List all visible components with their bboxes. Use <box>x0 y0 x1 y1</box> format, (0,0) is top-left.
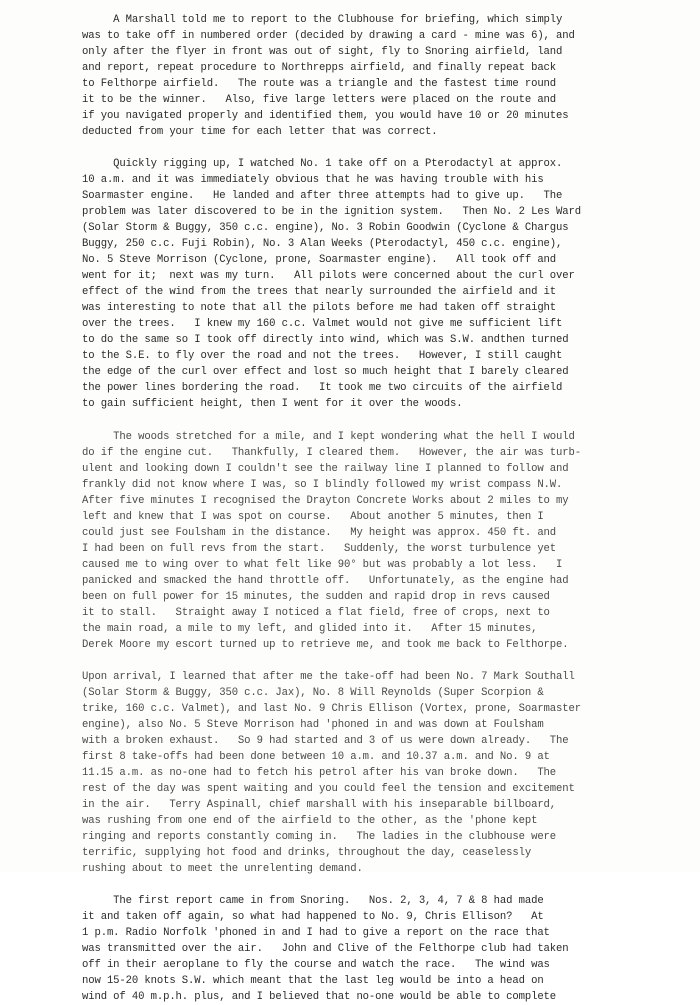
text-line: trike, 160 c.c. Valmet), and last No. 9 Chris Ellison (Vortex, prone, Soarmaster <box>82 703 581 715</box>
paragraph-takeoff <box>82 156 666 412</box>
text-line: it and taken off again, so what had happened to No. 9, Chris Ellison? At <box>82 911 544 923</box>
text-line: deducted from your time for each letter that was correct. <box>82 126 438 138</box>
text-line: to Felthorpe airfield. The route was a triangle and the fastest time round <box>82 78 557 90</box>
text-line: off in their aeroplane to fly the course and watch the race. The wind was <box>82 959 550 971</box>
text-line: was transmitted over the air. John and Clive of the Felthorpe club had taken <box>82 943 569 955</box>
text-line: it to be the winner. Also, five large letters were placed on the route and <box>82 94 557 106</box>
text-line: do if the engine cut. Thankfully, I cleared them. However, the air was turb- <box>82 447 581 459</box>
text-line: ringing and reports constantly coming in. The ladies in the clubhouse were <box>82 831 557 843</box>
text-line: After five minutes I recognised the Drayton Concrete Works about 2 miles to my <box>82 495 569 507</box>
text-line: wind of 40 m.p.h. plus, and I believed that no-one would be able to complete <box>82 991 557 1003</box>
text-line: went for it; next was my turn. All pilots were concerned about the curl over <box>82 270 575 282</box>
text-line: Soarmaster engine. He landed and after three attempts had to give up. The <box>82 190 563 202</box>
text-line: was to take off in numbered order (decided by drawing a card - mine was 6), and <box>82 30 575 42</box>
text-line: if you navigated properly and identified them, you would have 10 or 20 minutes <box>82 110 569 122</box>
paragraph-arrival <box>82 669 666 877</box>
text-line: only after the flyer in front was out of sight, fly to Snoring airfield, land <box>82 46 563 58</box>
text-line: Derek Moore my escort turned up to retrieve me, and took me back to Felthorpe. <box>82 639 569 651</box>
text-line: caused me to wing over to what felt like 90° but was probably a lot less. I <box>82 559 563 571</box>
text-line: was interesting to note that all the pilots before me had taken off straight <box>82 302 557 314</box>
text-line: Upon arrival, I learned that after me the take-off had been No. 7 Mark Southall <box>82 671 575 683</box>
text-line: problem was later discovered to be in the ignition system. Then No. 2 Les Ward <box>82 206 581 218</box>
text-line: with a broken exhaust. So 9 had started and 3 of us were down already. The <box>82 735 569 747</box>
paragraph-first-report <box>82 893 666 1005</box>
text-line: No. 5 Steve Morrison (Cyclone, prone, Soarmaster engine). All took off and <box>82 254 557 266</box>
text-line: Buggy, 250 c.c. Fuji Robin), No. 3 Alan Weeks (Pterodactyl, 450 c.c. engine), <box>82 238 563 250</box>
text-line: first 8 take-offs had been done between 10 a.m. and 10.37 a.m. and No. 9 at <box>82 751 550 763</box>
text-line: panicked and smacked the hand throttle off. Unfortunately, as the engine had <box>82 575 569 587</box>
text-line: rushing about to meet the unrelenting demand. <box>82 863 363 875</box>
text-line: (Solar Storm & Buggy, 350 c.c. engine), No. 3 Robin Goodwin (Cyclone & Chargus <box>82 222 569 234</box>
text-line: terrific, supplying hot food and drinks, throughout the day, ceaselessly <box>82 847 532 859</box>
text-line: 1 p.m. Radio Norfolk 'phoned in and I had to give a report on the race that <box>82 927 550 939</box>
text-line: to do the same so I took off directly into wind, which was S.W. andthen turned <box>82 334 569 346</box>
text-line: the power lines bordering the road. It took me two circuits of the airfield <box>82 382 563 394</box>
text-line: the main road, a mile to my left, and glided into it. After 15 minutes, <box>82 623 538 635</box>
text-line: rest of the day was spent waiting and you could feel the tension and excitement <box>82 783 575 795</box>
text-line: The woods stretched for a mile, and I kept wondering what the hell I would <box>82 431 575 443</box>
text-line: engine), also No. 5 Steve Morrison had 'phoned in and was down at Foulsham <box>82 719 544 731</box>
text-line: the edge of the curl over effect and lost so much height that I barely cleared <box>82 366 569 378</box>
text-line: (Solar Storm & Buggy, 350 c.c. Jax), No. 8 Will Reynolds (Super Scorpion & <box>82 687 544 699</box>
paragraph-woods <box>82 429 666 653</box>
text-line: could just see Foulsham in the distance. My height was approx. 450 ft. and <box>82 527 557 539</box>
paragraph-briefing <box>82 12 666 140</box>
text-line: effect of the wind from the trees that nearly surrounded the airfield and it <box>82 286 557 298</box>
text-line: now 15-20 knots S.W. which meant that the last leg would be into a head on <box>82 975 544 987</box>
text-line: left and knew that I was spot on course. About another 5 minutes, then I <box>82 511 544 523</box>
text-line: frankly did not know where I was, so I blindly followed my wrist compass N.W. <box>82 479 563 491</box>
text-line: ulent and looking down I couldn't see the railway line I planned to follow and <box>82 463 569 475</box>
text-line: 10 a.m. and it was immediately obvious that he was having trouble with his <box>82 174 544 186</box>
text-line: to the S.E. to fly over the road and not the trees. However, I still caught <box>82 350 563 362</box>
text-line: I had been on full revs from the start. Suddenly, the worst turbulence yet <box>82 543 557 555</box>
text-line: to gain sufficient height, then I went for it over the woods. <box>82 398 463 410</box>
text-line: A Marshall told me to report to the Clubhouse for briefing, which simply <box>82 14 563 26</box>
text-line: was rushing from one end of the airfield to the other, as the 'phone kept <box>82 815 538 827</box>
text-line: been on full power for 15 minutes, the sudden and rapid drop in revs caused <box>82 591 550 603</box>
text-line: Quickly rigging up, I watched No. 1 take off on a Pterodactyl at approx. <box>82 158 563 170</box>
text-line: in the air. Terry Aspinall, chief marshall with his inseparable billboard, <box>82 799 557 811</box>
text-line: The first report came in from Snoring. Nos. 2, 3, 4, 7 & 8 had made <box>82 895 544 907</box>
text-line: it to stall. Straight away I noticed a flat field, free of crops, next to <box>82 607 550 619</box>
text-line: 11.15 a.m. as no-one had to fetch his petrol after his van broke down. The <box>82 767 557 779</box>
text-line: over the trees. I knew my 160 c.c. Valmet would not give me sufficient lift <box>82 318 563 330</box>
text-line: and report, repeat procedure to Northrepps airfield, and finally repeat back <box>82 62 557 74</box>
